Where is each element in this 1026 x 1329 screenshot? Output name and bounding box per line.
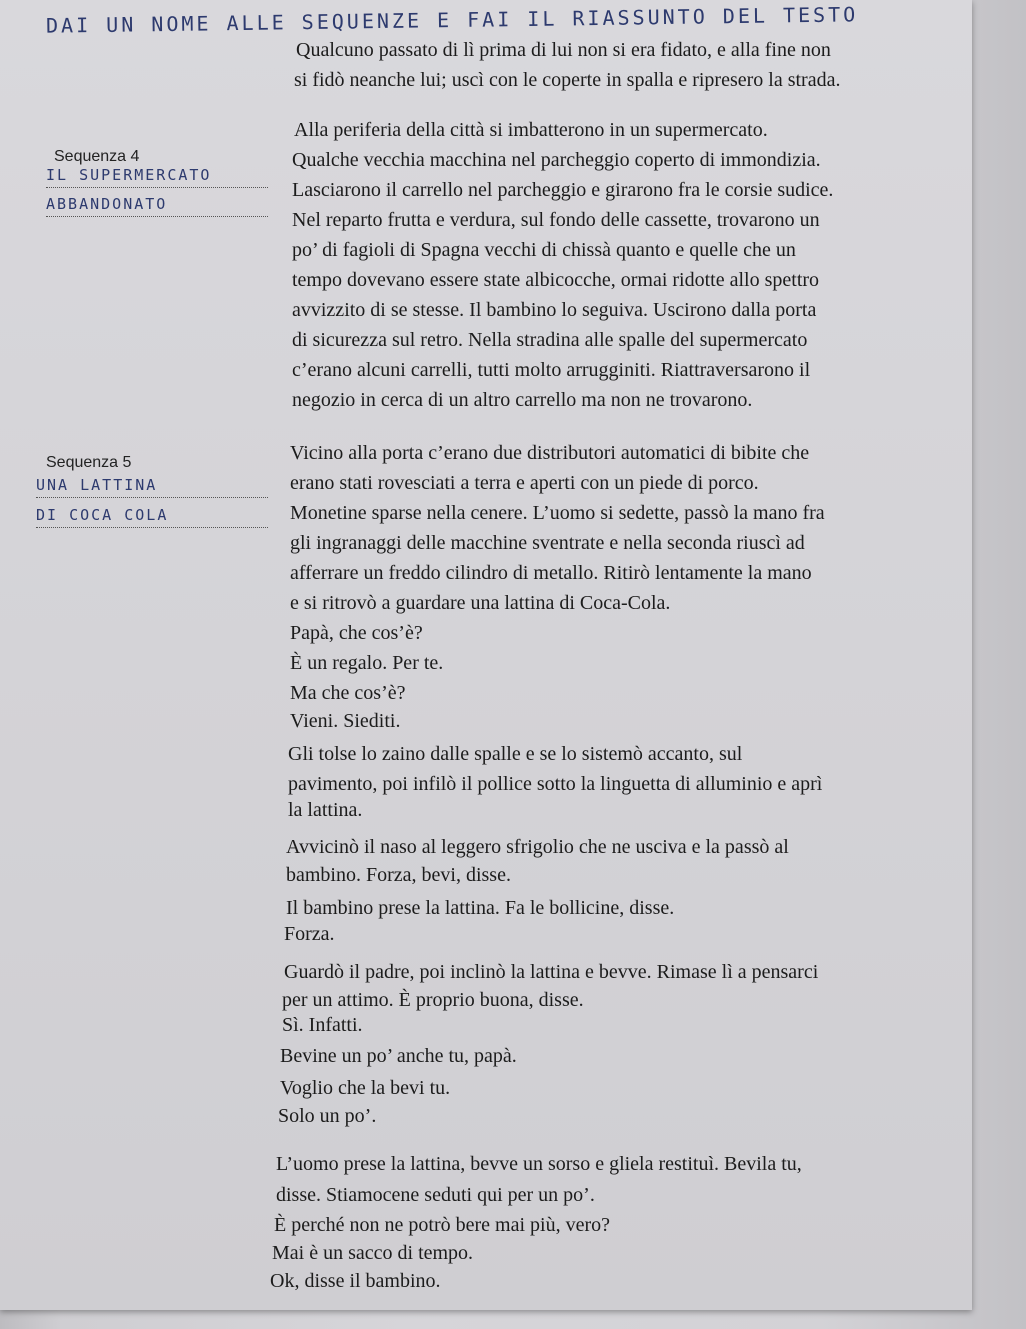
- text-line: Vieni. Siediti.: [290, 710, 401, 732]
- text-line: erano stati rovesciati a terra e aperti con un piede di porco.: [290, 472, 759, 494]
- text-line: bambino. Forza, bevi, disse.: [286, 864, 511, 886]
- text-line: c’erano alcuni carrelli, tutti molto arrugginiti. Riattraversarono il: [292, 359, 811, 381]
- text-line: avvizzito di se stesse. Il bambino lo seguiva. Uscirono dalla porta: [292, 299, 817, 321]
- sequence-4-label: Sequenza 4: [54, 148, 140, 165]
- text-line: Ma che cos’è?: [290, 682, 406, 704]
- text-line: Vicino alla porta c’erano due distributori automatici di bibite che: [290, 442, 810, 464]
- text-line: Avvicinò il naso al leggero sfrigolio che ne usciva e la passò al: [286, 836, 789, 858]
- text-line: L’uomo prese la lattina, bevve un sorso e gliela restituì. Bevila tu,: [276, 1153, 802, 1175]
- text-line: Solo un po’.: [278, 1105, 377, 1127]
- sequence-5-label: Sequenza 5: [46, 454, 132, 471]
- sequence-5-title-line-1[interactable]: UNA LATTINA: [36, 473, 268, 498]
- text-line: Voglio che la bevi tu.: [280, 1077, 451, 1099]
- text-line: Alla periferia della città si imbatterono in un supermercato.: [294, 119, 768, 141]
- text-line: È perché non ne potrò bere mai più, vero?: [274, 1214, 610, 1236]
- text-line: la lattina.: [288, 799, 363, 821]
- text-line: Gli tolse lo zaino dalle spalle e se lo sistemò accanto, sul: [288, 743, 743, 765]
- text-line: Qualche vecchia macchina nel parcheggio coperto di immondizia.: [292, 149, 821, 171]
- text-line: È un regalo. Per te.: [290, 652, 444, 674]
- text-line: Mai è un sacco di tempo.: [272, 1242, 474, 1264]
- text-line: Lasciarono il carrello nel parcheggio e girarono fra le corsie sudice.: [292, 179, 834, 201]
- sequence-5-title-line-2[interactable]: DI COCA COLA: [36, 503, 268, 528]
- text-line: Bevine un po’ anche tu, papà.: [280, 1045, 517, 1067]
- text-line: po’ di fagioli di Spagna vecchi di chissà quanto e quelle che un: [292, 239, 796, 261]
- text-line: Il bambino prese la lattina. Fa le bollicine, disse.: [286, 897, 675, 919]
- text-line: Monetine sparse nella cenere. L’uomo si sedette, passò la mano fra: [290, 502, 825, 524]
- text-line: tempo dovevano essere state albicocche, ormai ridotte allo spettro: [292, 269, 820, 291]
- handwritten-instruction: DAI UN NOME ALLE SEQUENZE E FAI IL RIASSUNTO DEL TESTO: [45, 2, 859, 38]
- text-line: per un attimo. È proprio buona, disse.: [282, 989, 584, 1011]
- text-line: e si ritrovò a guardare una lattina di Coca-Cola.: [290, 592, 671, 614]
- text-line: Ok, disse il bambino.: [270, 1270, 441, 1292]
- sequence-4-title-line-1[interactable]: IL SUPERMERCATO: [46, 163, 268, 188]
- text-line: disse. Stiamocene seduti qui per un po’.: [276, 1184, 595, 1206]
- text-line: Nel reparto frutta e verdura, sul fondo delle cassette, trovarono un: [292, 209, 820, 231]
- text-line: Papà, che cos’è?: [290, 622, 423, 644]
- text-line: Forza.: [284, 923, 335, 945]
- text-line: gli ingranaggi delle macchine sventrate e nella seconda riuscì ad: [290, 532, 805, 554]
- sequence-4-title-line-2[interactable]: ABBANDONATO: [46, 192, 268, 217]
- text-line: Sì. Infatti.: [282, 1014, 363, 1036]
- text-line: pavimento, poi infilò il pollice sotto la linguetta di alluminio e aprì: [288, 773, 823, 795]
- text-line: Qualcuno passato di lì prima di lui non si era fidato, e alla fine non: [296, 39, 831, 61]
- text-line: di sicurezza sul retro. Nella stradina alle spalle del supermercato: [292, 329, 808, 351]
- text-line: si fidò neanche lui; uscì con le coperte in spalla e ripresero la strada.: [294, 69, 841, 91]
- text-line: negozio in cerca di un altro carrello ma non ne trovarono.: [292, 389, 753, 411]
- text-line: Guardò il padre, poi inclinò la lattina e bevve. Rimase lì a pensarci: [284, 961, 819, 983]
- text-line: afferrare un freddo cilindro di metallo. Ritirò lentamente la mano: [290, 562, 812, 584]
